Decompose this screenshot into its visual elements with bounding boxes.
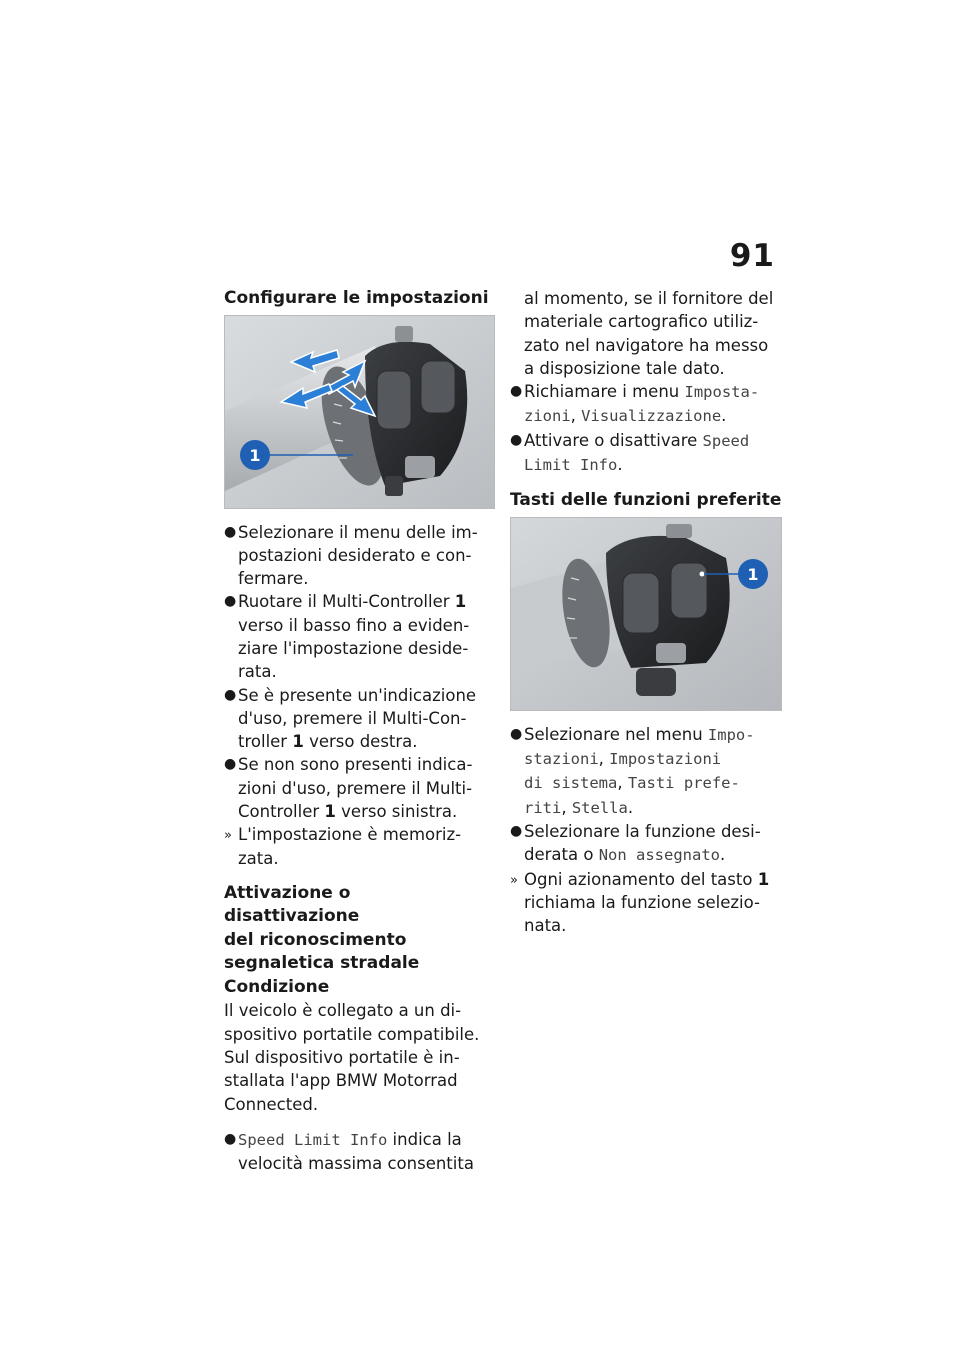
figure-callout-1: 1	[747, 564, 759, 584]
sign-recognition-right-step-3: ● Attivare o disattivare Speed Limit Info.	[510, 430, 750, 475]
bullet-marker: ●	[224, 523, 237, 540]
figure-favourite-key	[510, 517, 782, 711]
result-marker: »	[224, 828, 232, 844]
menu-term: Stella	[571, 798, 628, 817]
multi-controller-illustration	[225, 316, 494, 508]
sign-recognition-right-step-1: al momento, se il fornitore del materiale cartografico utiliz- zato nel navigatore ha messo a disposizione tale dato.	[524, 289, 774, 378]
condition-title: Condizione	[224, 976, 330, 997]
item-reference: 1	[757, 869, 770, 889]
result-marker: »	[510, 872, 518, 888]
figure-callout-1: 1	[249, 445, 261, 465]
left-column	[224, 287, 490, 1176]
sign-recognition-steps-left	[224, 1128, 490, 1176]
settings-step-3: ● Se è presente un'indicazione d'uso, premere il Multi-Con- troller 1 verso destra.	[224, 685, 477, 752]
bullet-marker: ●	[510, 725, 523, 742]
favourite-keys-step-2: ● Selezionare la funzione desi- derata o Non assegnato.	[510, 822, 761, 865]
menu-term: Speed Limit Info	[524, 431, 750, 475]
page-number: 91	[729, 238, 775, 274]
item-reference: 1	[292, 732, 304, 752]
menu-term: Speed Limit Info	[238, 1130, 388, 1149]
menu-term: Imposta- zioni	[524, 383, 760, 426]
section-title-favourite-keys: Tasti delle funzioni preferite	[510, 490, 782, 511]
sign-recognition-right-step-2: ● Richiamare i menu Imposta- zioni, Visualizzazione.	[510, 382, 760, 426]
bullet-marker: ●	[224, 756, 237, 773]
bullet-marker: ●	[224, 593, 237, 610]
condition-text: Il veicolo è collegato a un di- spositivo portatile compatibile. Sul dispositivo portatile è in- stallata l'app BMW Motorrad Connected.	[224, 1001, 480, 1114]
settings-step-1: ● Selezionare il menu delle im- postazioni desiderato e con- fermare.	[224, 522, 478, 589]
sign-recognition-steps-right	[510, 287, 782, 477]
figure-multi-controller	[224, 315, 495, 509]
menu-term: Impostazioni di sistema	[524, 750, 722, 793]
item-reference: 1	[324, 802, 336, 822]
favourite-key-illustration	[511, 518, 781, 710]
settings-step-2: ● Ruotare il Multi-Controller 1 verso il basso fino a eviden- ziare l'impostazione deside- rata.	[224, 592, 470, 682]
settings-step-4: ● Se non sono presenti indica- zioni d'uso, premere il Multi- Controller 1 verso sinistra.	[224, 755, 473, 822]
menu-term: Visualizzazione	[581, 407, 722, 426]
section-title-settings: Configurare le impostazioni	[224, 288, 489, 308]
right-column	[510, 287, 782, 938]
sign-recognition-left-step-1: ● Speed Limit Info indica la velocità massima consentita	[224, 1129, 474, 1174]
menu-term: Tasti prefe- riti	[524, 774, 740, 817]
bullet-marker: ●	[510, 383, 523, 400]
settings-step-5: » L'impostazione è memoriz- zata.	[224, 825, 462, 868]
favourite-keys-steps-list	[510, 723, 782, 938]
item-reference: 1	[454, 592, 467, 612]
favourite-keys-step-3: » Ogni azionamento del tasto 1 richiama la funzione selezio- nata.	[510, 869, 770, 936]
bullet-marker: ●	[224, 686, 237, 703]
section-title-sign-recognition: Attivazione o disattivazione del riconoscimento segnaletica stradale	[224, 882, 420, 974]
menu-term: Non assegnato	[598, 846, 721, 865]
bullet-marker: ●	[510, 823, 523, 840]
menu-term: Impo- stazioni	[524, 725, 755, 769]
favourite-keys-step-1: ● Selezionare nel menu Impo- stazioni, Impostazioni di sistema, Tasti prefe- riti, Stella.	[510, 724, 755, 817]
bullet-marker: ●	[510, 431, 523, 448]
settings-steps-list	[224, 521, 490, 870]
bullet-marker: ●	[224, 1130, 237, 1147]
